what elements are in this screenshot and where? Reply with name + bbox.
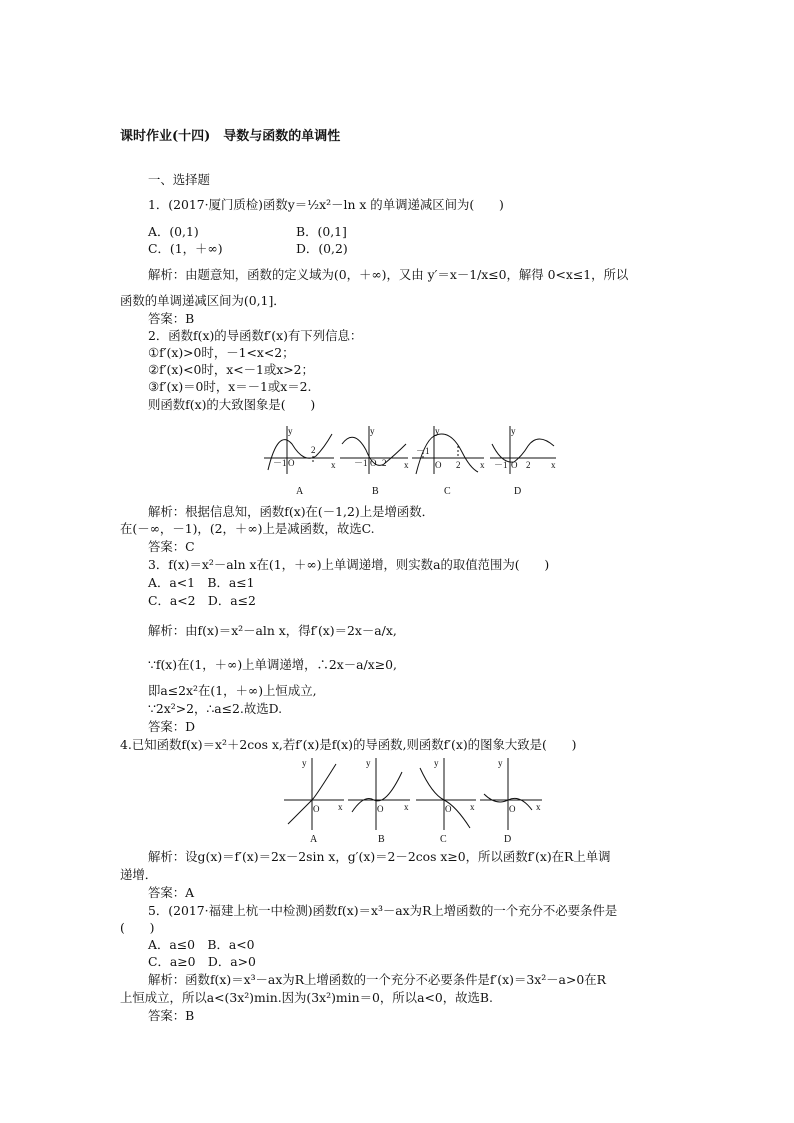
- q4-label-c: C: [440, 834, 447, 845]
- q3-options-line2: C．a<2 D．a≤2: [148, 593, 256, 608]
- q2-b-origin: O: [370, 458, 377, 468]
- q2-ask: 则函数f(x)的大致图象是( ): [148, 397, 316, 412]
- q4-c-x-label: x: [470, 802, 475, 812]
- q4-label-b: B: [378, 834, 385, 845]
- q2-condition-2: ②f′(x)<0时，x<－1或x>2；: [148, 362, 314, 377]
- q3-stem: 3．f(x)＝x²－aln x在(1，＋∞)上单调递增，则实数a的取值范围为( ): [148, 557, 550, 572]
- q5-solution-line2: 上恒成立，所以a<(3x²)min.因为(3x²)min＝0，所以a<0，故选B.: [120, 990, 493, 1005]
- q4-d-x-label: x: [536, 802, 541, 812]
- q5-stem-line2: ( ): [120, 920, 155, 935]
- q4-label-a: A: [310, 834, 318, 845]
- q2-a-origin: O: [288, 458, 295, 468]
- q2-a-neg1: －1: [273, 458, 287, 468]
- q2-a-y-label: y: [288, 426, 293, 436]
- q2-d-two: 2: [526, 460, 531, 470]
- q2-a-two: 2: [311, 445, 316, 455]
- q2-c-neg1: －1: [416, 446, 430, 456]
- q4-c-y-label: y: [434, 758, 439, 768]
- q5-stem-line1: 5．(2017·福建上杭一中检测)函数f(x)＝x³－ax为R上增函数的一个充分不必要条件是: [148, 903, 618, 918]
- q1-solution-line2: 函数的单调递减区间为(0,1]．: [120, 293, 286, 308]
- q5-options-line1: A．a≤0 B．a<0: [148, 937, 255, 952]
- q1-answer: 答案：B: [148, 311, 195, 326]
- q3-options-line1: A．a<1 B．a≤1: [148, 575, 255, 590]
- q2-condition-3: ③f′(x)＝0时，x＝－1或x＝2.: [148, 379, 312, 394]
- q2-stem: 2．函数f(x)的导函数f′(x)有下列信息：: [148, 328, 363, 343]
- q4-a-x-label: x: [338, 802, 343, 812]
- q2-b-neg1: －1: [354, 458, 368, 468]
- q5-answer: 答案：B: [148, 1008, 195, 1023]
- q4-stem: 4.已知函数f(x)＝x²＋2cos x,若f′(x)是f(x)的导函数,则函数f′(x)的图象大致是( ): [120, 737, 577, 752]
- q1-option-a: A．(0,1): [148, 224, 199, 239]
- q4-figure: [282, 754, 544, 846]
- q5-options-line2: C．a≥0 D．a>0: [148, 954, 256, 969]
- q4-d-origin: O: [509, 804, 516, 814]
- q2-c-y-label: y: [435, 426, 440, 436]
- q2-solution-line1: 解析：根据信息知，函数f(x)在(－1,2)上是增函数．: [148, 504, 435, 519]
- q2-c-two: 2: [456, 460, 461, 470]
- q4-solution-line1: 解析：设g(x)＝f′(x)＝2x－2sin x，g′(x)＝2－2cos x≥0，所以函数f′(x)在R上单调: [148, 849, 611, 864]
- q4-b-x-label: x: [404, 802, 409, 812]
- q2-d-origin: O: [511, 460, 518, 470]
- q2-label-a: A: [296, 486, 304, 497]
- q2-label-b: B: [372, 486, 379, 497]
- q4-graphs: [282, 754, 544, 846]
- q1-option-d: D．(0,2): [296, 241, 348, 256]
- q4-answer: 答案：A: [148, 885, 195, 900]
- q4-b-y-label: y: [366, 758, 371, 768]
- q2-b-x-label: x: [404, 460, 409, 470]
- section-heading: 一、选择题: [148, 172, 210, 187]
- q2-answer: 答案：C: [148, 539, 195, 554]
- q1-solution-line1: 解析：由题意知，函数的定义域为(0，＋∞)，又由 y′＝x－1/x≤0，解得 0<x≤1，所以: [148, 267, 629, 282]
- q3-solution-line2: ∵f(x)在(1，＋∞)上单调递增，∴2x－a/x≥0,: [148, 657, 397, 672]
- q5-solution-line1: 解析：函数f(x)＝x³－ax为R上增函数的一个充分不必要条件是f′(x)＝3x²－a>0在R: [148, 972, 606, 987]
- q2-d-neg1: －1: [494, 460, 508, 470]
- q3-solution-line1: 解析：由f(x)＝x²－aln x，得f′(x)＝2x－a/x,: [148, 623, 397, 638]
- q3-solution-line3: 即a≤2x²在(1，＋∞)上恒成立,: [148, 683, 317, 698]
- q2-b-two: 2: [382, 458, 387, 468]
- q2-solution-line2: 在(－∞，－1)，(2，＋∞)上是减函数，故选C.: [120, 521, 375, 536]
- q2-c-x-label: x: [480, 460, 485, 470]
- q2-condition-1: ①f′(x)>0时，－1<x<2；: [148, 345, 295, 360]
- q3-solution-line4: ∵2x²>2，∴a≤2.故选D.: [148, 701, 283, 716]
- q2-b-y-label: y: [370, 426, 375, 436]
- q4-b-origin: O: [377, 804, 384, 814]
- q4-d-y-label: y: [498, 758, 503, 768]
- q2-d-y-label: y: [511, 426, 516, 436]
- q2-d-x-label: x: [551, 460, 556, 470]
- q2-c-origin: O: [435, 460, 442, 470]
- q1-option-c: C．(1，＋∞): [148, 241, 223, 256]
- q2-figure: [258, 424, 558, 500]
- q1-option-b: B．(0,1]: [296, 224, 347, 239]
- q4-a-origin: O: [313, 804, 320, 814]
- q4-solution-line2: 递增．: [120, 867, 158, 882]
- q4-label-d: D: [504, 834, 512, 845]
- q2-a-x-label: x: [331, 460, 336, 470]
- q3-answer: 答案：D: [148, 719, 196, 734]
- q2-graphs: [258, 424, 558, 500]
- q2-label-c: C: [444, 486, 451, 497]
- q2-label-d: D: [514, 486, 522, 497]
- q4-c-origin: O: [445, 804, 452, 814]
- q1-stem: 1．(2017·厦门质检)函数y＝½x²－ln x 的单调递减区间为( ): [148, 197, 504, 212]
- q4-a-y-label: y: [302, 758, 307, 768]
- page-title: 课时作业(十四) 导数与函数的单调性: [120, 129, 341, 144]
